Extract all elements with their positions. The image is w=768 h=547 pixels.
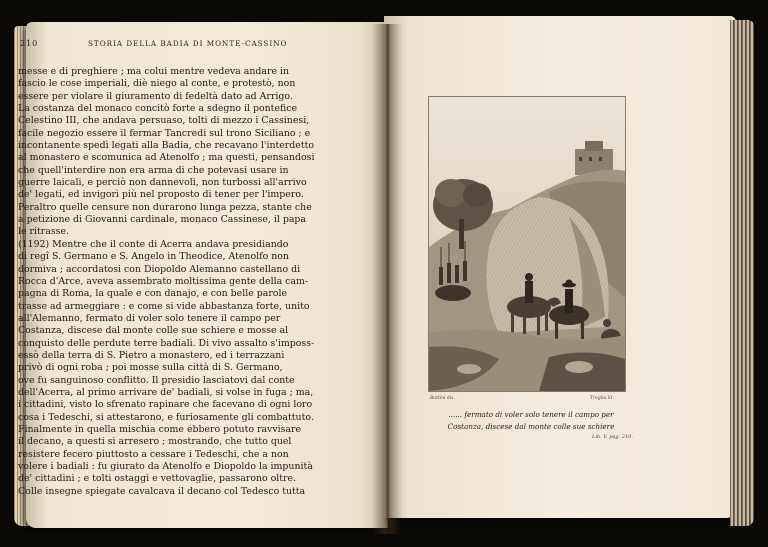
text-line: che quell'interdire non era arma di che potevasi usare in xyxy=(18,164,289,176)
page-number: 210 xyxy=(20,39,39,48)
text-line: essere per violare il giuramento di fedeltà dato ad Arrigo. xyxy=(18,90,293,102)
text-line: La costanza del monaco concitò forte a sdegno il pontefice xyxy=(18,103,298,115)
text-line: fascio le cose imperiali, diè niego al conte, e protestò, non xyxy=(18,78,296,90)
plate-caption-line-1: ...... fermato di voler solo tenere il campo per xyxy=(448,410,614,419)
text-line: i cittadini, visto lo sfrenato rapinare che facevano di ogni loro xyxy=(18,399,313,411)
plate-credit-draughtsman: Bottini dis. xyxy=(430,396,455,401)
text-line: guerre laicali, e perciò non dannevoli, non turbossi all'arrivo xyxy=(18,177,307,189)
text-line: all'Alemanno, fermato di voler solo tenere il campo per xyxy=(18,312,281,324)
lithograph-illustration xyxy=(428,96,626,392)
plate-credit-lithographer: Troglia lit. xyxy=(590,396,614,401)
text-line: de' legati, ed invigorì più nel proposto di tener per l'impero. xyxy=(18,189,304,201)
text-line: il decano, a questi si arresero ; mostrando, che tutto quel xyxy=(18,436,292,448)
body-text xyxy=(18,66,346,498)
text-line: privò di ogni roba ; poi mosse sulla città di S. Germano, xyxy=(18,362,283,374)
text-line: messe e di preghiere ; ma colui mentre vedeva andare in xyxy=(18,66,290,77)
text-line: facile negozio essere il fermar Tancredi sul trono Siciliano ; e xyxy=(18,127,311,139)
illustration-svg xyxy=(429,97,625,391)
book-gutter xyxy=(372,24,402,534)
text-line: resistere fecero piuttosto a cessare i Tedeschi, che a non xyxy=(18,448,289,460)
text-line: dell'Acerra, al primo arrivare de' badiali, si volse in fuga ; ma, xyxy=(18,386,314,398)
running-title: STORIA DELLA BADIA DI MONTE-CASSINO xyxy=(88,39,288,48)
text-line: volere i badiali : fu giurato da Atenolfo e Diopoldo la impunità xyxy=(18,461,313,472)
text-line: de' cittadini ; e tolti ostaggi e vettovaglie, passarono oltre. xyxy=(18,473,297,485)
text-line: al monastero e scomunica ad Atenolfo ; ma questi, pensandosi xyxy=(18,152,315,164)
text-line: incontanente spedì legati alla Badia, che recavano l'interdetto xyxy=(18,140,315,152)
text-line: essò della terra di S. Pietro a monastero, ed i terrazzani xyxy=(18,349,285,361)
text-line: Celestino III, che andava persuaso, tolti di mezzo i Cassinesi, xyxy=(18,115,310,127)
text-line: di regî S. Germano e S. Angelo in Theodice, Atenolfo non xyxy=(18,251,289,263)
text-line: Peraltro quelle censure non durarono lunga pezza, stante che xyxy=(18,201,312,213)
text-line: Finalmente in quella mischia come ebbero potuto ravvisare xyxy=(18,423,302,435)
text-line: le ritrasse. xyxy=(18,226,69,238)
right-page-edges xyxy=(730,20,754,526)
text-line: dormiva ; accordatosi con Diopoldo Alemanno castellano di xyxy=(18,263,301,275)
text-line: Costanza, discese dal monte colle sue schiere e mosse al xyxy=(18,325,289,337)
text-line: ove fu sanguinoso conflitto. Il presidio lasciatovi dal conte xyxy=(18,374,295,386)
text-line: cosa i Tedeschi, si attestarono, e furiosamente gli combattuto. xyxy=(18,411,314,423)
text-line: pagna di Roma, la quale e con danajo, e con belle parole xyxy=(18,288,287,300)
plate-reference: Lib. V. pag. 210. xyxy=(592,434,633,440)
text-line: Rocca d'Arce, aveva assembrato moltissima gente della cam- xyxy=(18,275,309,287)
text-line: (1192) Mentre che il conte di Acerra andava presidiando xyxy=(18,238,289,250)
plate-caption-line-2: Costanza, discese dal monte colle sue schiere xyxy=(447,422,615,431)
text-line: trasse ad armeggiare : e come si vide abbastanza forte, unito xyxy=(18,300,310,312)
text-line: a petizione di Giovanni cardinale, monaco Cassinese, il papa xyxy=(18,214,307,226)
text-line: conquisto delle perdute terre badiali. Di vivo assalto s'imposs- xyxy=(18,337,315,349)
text-line: Colle insegne spiegate cavalcava il decano col Tedesco tutta xyxy=(18,485,306,497)
